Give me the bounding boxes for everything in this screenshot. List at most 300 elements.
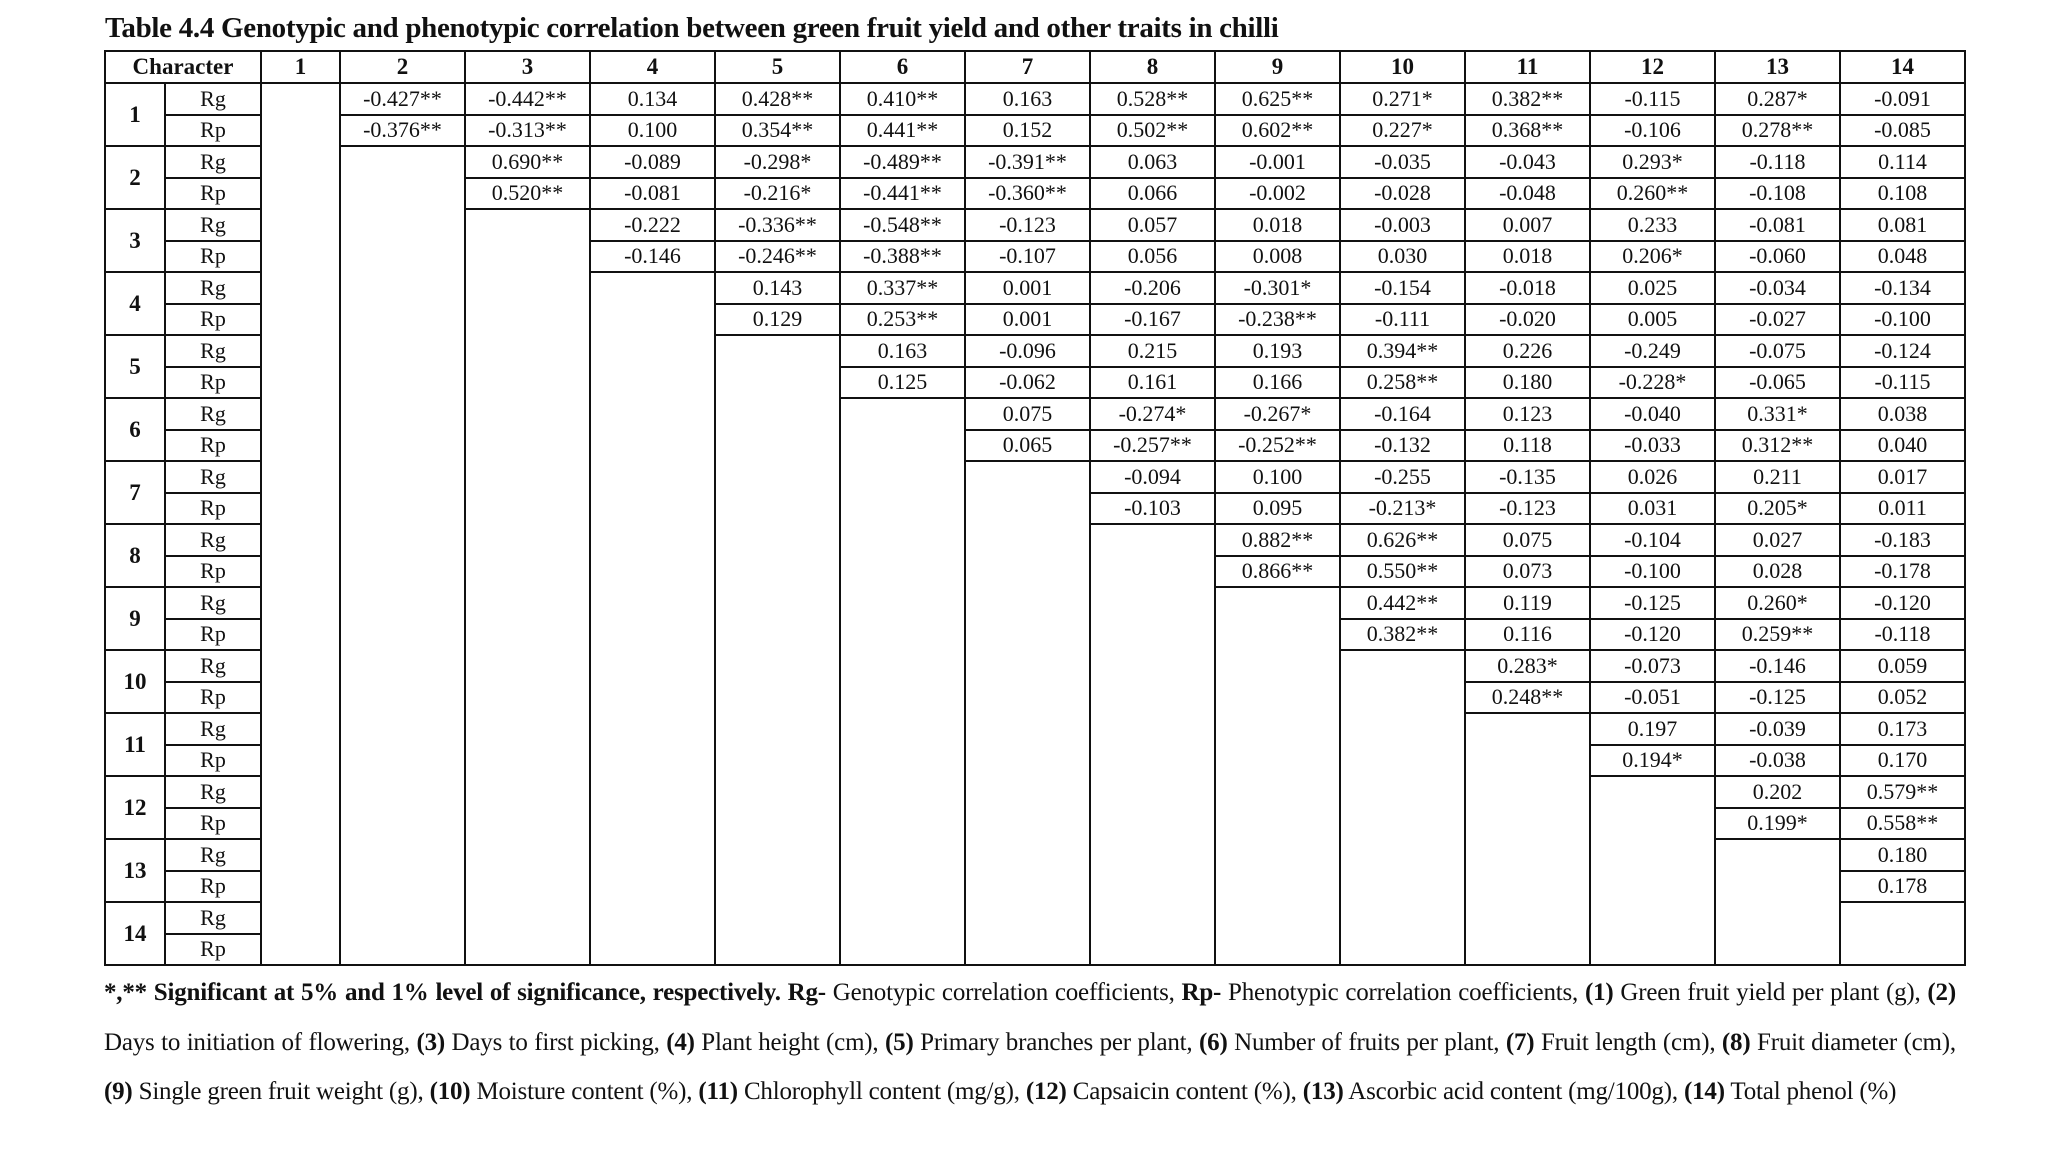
correlation-value: -0.003	[1340, 209, 1465, 241]
correlation-value: 0.007	[1465, 209, 1590, 241]
row-character-number: 4	[105, 272, 165, 335]
correlation-value: -0.085	[1840, 115, 1965, 147]
empty-cell	[1465, 871, 1590, 903]
empty-cell	[465, 682, 590, 714]
empty-cell	[340, 430, 465, 462]
correlation-value: 0.125	[840, 367, 965, 399]
empty-cell	[1590, 902, 1715, 934]
empty-cell	[465, 556, 590, 588]
empty-cell	[340, 146, 465, 178]
correlation-value: -0.167	[1090, 304, 1215, 336]
correlation-value: -0.002	[1215, 178, 1340, 210]
empty-cell	[1215, 839, 1340, 871]
empty-cell	[840, 493, 965, 525]
header-character: Character	[105, 51, 261, 83]
empty-cell	[1215, 650, 1340, 682]
empty-cell	[715, 650, 840, 682]
correlation-value: 0.170	[1840, 745, 1965, 777]
correlation-value: 0.202	[1715, 776, 1840, 808]
empty-cell	[715, 398, 840, 430]
empty-cell	[715, 587, 840, 619]
header-col-5: 5	[715, 51, 840, 83]
empty-cell	[1090, 713, 1215, 745]
table-row	[105, 335, 1965, 367]
correlation-value: 0.882**	[1215, 524, 1340, 556]
empty-cell	[1340, 682, 1465, 714]
empty-cell	[1340, 902, 1465, 934]
empty-cell	[1465, 776, 1590, 808]
correlation-value: 0.258**	[1340, 367, 1465, 399]
empty-cell	[1840, 934, 1965, 966]
empty-cell	[590, 272, 715, 304]
empty-cell	[261, 115, 340, 147]
empty-cell	[1590, 776, 1715, 808]
correlation-value: 0.520**	[465, 178, 590, 210]
empty-cell	[715, 839, 840, 871]
empty-cell	[261, 430, 340, 462]
empty-cell	[261, 619, 340, 651]
correlation-value: 0.030	[1340, 241, 1465, 273]
empty-cell	[261, 745, 340, 777]
header-col-13: 13	[1715, 51, 1840, 83]
empty-cell	[1090, 839, 1215, 871]
correlation-value: 0.293*	[1590, 146, 1715, 178]
correlation-value: -0.154	[1340, 272, 1465, 304]
empty-cell	[340, 808, 465, 840]
table-row	[105, 587, 1965, 619]
correlation-value: -0.089	[590, 146, 715, 178]
empty-cell	[965, 713, 1090, 745]
empty-cell	[261, 83, 340, 115]
correlation-value: -0.301*	[1215, 272, 1340, 304]
correlation-value: 0.394**	[1340, 335, 1465, 367]
correlation-value: 0.428**	[715, 83, 840, 115]
correlation-value: 0.075	[965, 398, 1090, 430]
empty-cell	[340, 839, 465, 871]
correlation-value: -0.222	[590, 209, 715, 241]
correlation-value: 0.410**	[840, 83, 965, 115]
empty-cell	[1090, 808, 1215, 840]
empty-cell	[590, 776, 715, 808]
empty-cell	[590, 745, 715, 777]
row-character-number: 6	[105, 398, 165, 461]
trait-number: (4)	[666, 1028, 695, 1056]
empty-cell	[715, 493, 840, 525]
trait-number: (8)	[1721, 1028, 1751, 1056]
correlation-value: 0.226	[1465, 335, 1590, 367]
empty-cell	[1090, 776, 1215, 808]
table-header-row	[105, 51, 1965, 83]
table-row	[105, 808, 1965, 840]
empty-cell	[261, 272, 340, 304]
correlation-value: -0.132	[1340, 430, 1465, 462]
empty-cell	[465, 713, 590, 745]
empty-cell	[965, 682, 1090, 714]
empty-cell	[715, 335, 840, 367]
empty-cell	[340, 209, 465, 241]
empty-cell	[1090, 871, 1215, 903]
trait-name: Primary branches per plant,	[913, 1028, 1200, 1056]
empty-cell	[1215, 619, 1340, 651]
empty-cell	[1465, 934, 1590, 966]
table-row	[105, 493, 1965, 525]
header-col-2: 2	[340, 51, 465, 83]
correlation-value: 0.017	[1840, 461, 1965, 493]
correlation-value: -0.146	[1715, 650, 1840, 682]
empty-cell	[340, 682, 465, 714]
empty-cell	[715, 461, 840, 493]
row-character-number: 5	[105, 335, 165, 398]
empty-cell	[261, 587, 340, 619]
empty-cell	[340, 461, 465, 493]
correlation-value: 0.194*	[1590, 745, 1715, 777]
empty-cell	[261, 682, 340, 714]
correlation-value: -0.111	[1340, 304, 1465, 336]
header-col-6: 6	[840, 51, 965, 83]
rp-label-cell: Rp	[165, 934, 261, 966]
correlation-value: -0.246**	[715, 241, 840, 273]
empty-cell	[1090, 682, 1215, 714]
correlation-value: -0.213*	[1340, 493, 1465, 525]
empty-cell	[261, 209, 340, 241]
trait-name: Days to first picking,	[445, 1028, 667, 1056]
correlation-value: 0.008	[1215, 241, 1340, 273]
trait-name: Moisture content (%),	[470, 1078, 699, 1105]
footnote-rp-text: Phenotypic correlation coefficients,	[1221, 979, 1585, 1006]
correlation-value: 0.163	[965, 83, 1090, 115]
empty-cell	[1340, 808, 1465, 840]
empty-cell	[261, 335, 340, 367]
correlation-value: 0.040	[1840, 430, 1965, 462]
correlation-value: -0.065	[1715, 367, 1840, 399]
empty-cell	[261, 934, 340, 966]
empty-cell	[1090, 524, 1215, 556]
empty-cell	[715, 713, 840, 745]
row-character-number: 1	[105, 83, 165, 146]
table-row	[105, 556, 1965, 588]
correlation-value: 0.354**	[715, 115, 840, 147]
row-character-number: 2	[105, 146, 165, 209]
trait-name: Capsaicin content (%),	[1066, 1078, 1303, 1105]
correlation-value: 0.205*	[1715, 493, 1840, 525]
correlation-value: 0.081	[1840, 209, 1965, 241]
empty-cell	[1340, 713, 1465, 745]
correlation-value: -0.548**	[840, 209, 965, 241]
header-col-7: 7	[965, 51, 1090, 83]
correlation-value: -0.035	[1340, 146, 1465, 178]
rg-label-cell: Rg	[165, 713, 261, 745]
table-row	[105, 398, 1965, 430]
correlation-value: -0.183	[1840, 524, 1965, 556]
empty-cell	[590, 902, 715, 934]
empty-cell	[965, 871, 1090, 903]
empty-cell	[1090, 556, 1215, 588]
empty-cell	[590, 367, 715, 399]
correlation-value: 0.075	[1465, 524, 1590, 556]
correlation-value: 0.095	[1215, 493, 1340, 525]
empty-cell	[465, 650, 590, 682]
correlation-value: 0.134	[590, 83, 715, 115]
footnote-rg-text: Genotypic correlation coefficients,	[825, 979, 1182, 1006]
empty-cell	[465, 619, 590, 651]
rp-label-cell: Rp	[165, 493, 261, 525]
correlation-value: 0.166	[1215, 367, 1340, 399]
empty-cell	[1340, 934, 1465, 966]
empty-cell	[715, 871, 840, 903]
correlation-value: -0.118	[1715, 146, 1840, 178]
empty-cell	[1090, 934, 1215, 966]
empty-cell	[465, 745, 590, 777]
empty-cell	[590, 808, 715, 840]
correlation-value: -0.100	[1840, 304, 1965, 336]
empty-cell	[465, 808, 590, 840]
empty-cell	[1715, 871, 1840, 903]
correlation-value: 0.502**	[1090, 115, 1215, 147]
empty-cell	[465, 335, 590, 367]
empty-cell	[715, 808, 840, 840]
correlation-value: 0.579**	[1840, 776, 1965, 808]
correlation-value: -0.040	[1590, 398, 1715, 430]
empty-cell	[840, 619, 965, 651]
correlation-value: -0.123	[965, 209, 1090, 241]
rp-label-cell: Rp	[165, 619, 261, 651]
correlation-value: -0.104	[1590, 524, 1715, 556]
empty-cell	[590, 304, 715, 336]
empty-cell	[590, 461, 715, 493]
empty-cell	[1590, 934, 1715, 966]
correlation-value: 0.271*	[1340, 83, 1465, 115]
empty-cell	[1215, 745, 1340, 777]
correlation-value: 0.118	[1465, 430, 1590, 462]
rg-label-cell: Rg	[165, 209, 261, 241]
correlation-value: 0.018	[1215, 209, 1340, 241]
correlation-value: -0.125	[1590, 587, 1715, 619]
empty-cell	[965, 524, 1090, 556]
table-row	[105, 115, 1965, 147]
table-row	[105, 776, 1965, 808]
correlation-value: -0.018	[1465, 272, 1590, 304]
empty-cell	[1590, 839, 1715, 871]
trait-number: (1)	[1584, 979, 1614, 1006]
empty-cell	[261, 902, 340, 934]
correlation-value: 0.108	[1840, 178, 1965, 210]
correlation-value: -0.103	[1090, 493, 1215, 525]
empty-cell	[1215, 934, 1340, 966]
correlation-value: -0.118	[1840, 619, 1965, 651]
empty-cell	[1590, 808, 1715, 840]
empty-cell	[261, 146, 340, 178]
empty-cell	[590, 713, 715, 745]
empty-cell	[590, 524, 715, 556]
correlation-value: 0.173	[1840, 713, 1965, 745]
correlation-value: -0.298*	[715, 146, 840, 178]
empty-cell	[590, 619, 715, 651]
empty-cell	[840, 430, 965, 462]
empty-cell	[1715, 839, 1840, 871]
correlation-value: 0.260**	[1590, 178, 1715, 210]
empty-cell	[340, 398, 465, 430]
correlation-value: 0.026	[1590, 461, 1715, 493]
rg-label-cell: Rg	[165, 902, 261, 934]
empty-cell	[465, 367, 590, 399]
row-character-number: 13	[105, 839, 165, 902]
correlation-value: 0.180	[1840, 839, 1965, 871]
correlation-value: -0.039	[1715, 713, 1840, 745]
trait-name: Single green fruit weight (g),	[132, 1078, 430, 1105]
empty-cell	[1090, 587, 1215, 619]
empty-cell	[1340, 745, 1465, 777]
trait-number: (13)	[1302, 1078, 1344, 1105]
correlation-value: -0.075	[1715, 335, 1840, 367]
correlation-value: -0.123	[1465, 493, 1590, 525]
empty-cell	[465, 209, 590, 241]
empty-cell	[715, 682, 840, 714]
trait-name: Fruit length (cm),	[1534, 1028, 1722, 1056]
correlation-value: -0.146	[590, 241, 715, 273]
empty-cell	[340, 493, 465, 525]
empty-cell	[465, 304, 590, 336]
rg-label-cell: Rg	[165, 650, 261, 682]
correlation-value: 0.866**	[1215, 556, 1340, 588]
correlation-value: -0.238**	[1215, 304, 1340, 336]
correlation-value: -0.228*	[1590, 367, 1715, 399]
correlation-value: 0.161	[1090, 367, 1215, 399]
footnote-significance: *,** Significant at 5% and 1% level of significance, respectively.	[104, 979, 781, 1006]
table-row	[105, 934, 1965, 966]
empty-cell	[590, 493, 715, 525]
table-row	[105, 304, 1965, 336]
empty-cell	[261, 461, 340, 493]
header-col-11: 11	[1465, 51, 1590, 83]
correlation-value: 0.152	[965, 115, 1090, 147]
empty-cell	[840, 650, 965, 682]
table-row	[105, 209, 1965, 241]
trait-number: (6)	[1199, 1028, 1228, 1056]
empty-cell	[1090, 902, 1215, 934]
empty-cell	[465, 272, 590, 304]
correlation-value: -0.124	[1840, 335, 1965, 367]
empty-cell	[1340, 871, 1465, 903]
header-col-10: 10	[1340, 51, 1465, 83]
empty-cell	[840, 808, 965, 840]
correlation-value: 0.283*	[1465, 650, 1590, 682]
correlation-value: 0.442**	[1340, 587, 1465, 619]
row-character-number: 7	[105, 461, 165, 524]
correlation-value: 0.059	[1840, 650, 1965, 682]
empty-cell	[715, 367, 840, 399]
correlation-value: -0.135	[1465, 461, 1590, 493]
correlation-value: 0.100	[590, 115, 715, 147]
empty-cell	[1215, 713, 1340, 745]
rp-label-cell: Rp	[165, 556, 261, 588]
correlation-value: 0.052	[1840, 682, 1965, 714]
empty-cell	[840, 524, 965, 556]
correlation-value: -0.034	[1715, 272, 1840, 304]
row-character-number: 14	[105, 902, 165, 965]
empty-cell	[715, 776, 840, 808]
empty-cell	[840, 839, 965, 871]
rp-label-cell: Rp	[165, 115, 261, 147]
correlation-value: -0.094	[1090, 461, 1215, 493]
correlation-value: 0.066	[1090, 178, 1215, 210]
correlation-value: 0.550**	[1340, 556, 1465, 588]
correlation-value: 0.690**	[465, 146, 590, 178]
correlation-value: 0.193	[1215, 335, 1340, 367]
correlation-value: -0.060	[1715, 241, 1840, 273]
correlation-value: -0.274*	[1090, 398, 1215, 430]
footnote-rp-label: Rp-	[1181, 979, 1222, 1006]
table-row	[105, 461, 1965, 493]
correlation-value: 0.018	[1465, 241, 1590, 273]
rg-label-cell: Rg	[165, 839, 261, 871]
trait-name: Total phenol (%)	[1724, 1078, 1897, 1105]
empty-cell	[590, 682, 715, 714]
empty-cell	[1090, 745, 1215, 777]
empty-cell	[965, 493, 1090, 525]
correlation-value: 0.206*	[1590, 241, 1715, 273]
empty-cell	[340, 745, 465, 777]
table-row	[105, 713, 1965, 745]
empty-cell	[340, 304, 465, 336]
empty-cell	[261, 493, 340, 525]
rg-label-cell: Rg	[165, 461, 261, 493]
correlation-table	[104, 50, 1966, 966]
correlation-value: 0.287*	[1715, 83, 1840, 115]
footnote-rg-label: Rg-	[787, 979, 826, 1006]
correlation-value: 0.123	[1465, 398, 1590, 430]
correlation-value: -0.062	[965, 367, 1090, 399]
header-col-12: 12	[1590, 51, 1715, 83]
empty-cell	[715, 430, 840, 462]
empty-cell	[1215, 776, 1340, 808]
table-row	[105, 650, 1965, 682]
correlation-value: 0.119	[1465, 587, 1590, 619]
empty-cell	[340, 272, 465, 304]
empty-cell	[715, 619, 840, 651]
empty-cell	[1090, 650, 1215, 682]
empty-cell	[590, 650, 715, 682]
empty-cell	[590, 871, 715, 903]
empty-cell	[465, 398, 590, 430]
header-col-9: 9	[1215, 51, 1340, 83]
empty-cell	[840, 902, 965, 934]
correlation-value: 0.129	[715, 304, 840, 336]
empty-cell	[965, 934, 1090, 966]
header-col-1: 1	[261, 51, 340, 83]
rg-label-cell: Rg	[165, 524, 261, 556]
empty-cell	[840, 587, 965, 619]
correlation-value: -0.120	[1590, 619, 1715, 651]
correlation-value: -0.391**	[965, 146, 1090, 178]
empty-cell	[340, 178, 465, 210]
empty-cell	[261, 241, 340, 273]
table-row	[105, 83, 1965, 115]
correlation-value: -0.427**	[340, 83, 465, 115]
correlation-value: -0.257**	[1090, 430, 1215, 462]
empty-cell	[340, 713, 465, 745]
empty-cell	[840, 461, 965, 493]
trait-number: (11)	[698, 1078, 738, 1105]
table-body	[105, 83, 1965, 965]
correlation-value: 0.038	[1840, 398, 1965, 430]
rg-label-cell: Rg	[165, 335, 261, 367]
correlation-value: 0.602**	[1215, 115, 1340, 147]
empty-cell	[590, 556, 715, 588]
correlation-value: -0.100	[1590, 556, 1715, 588]
row-character-number: 12	[105, 776, 165, 839]
empty-cell	[261, 304, 340, 336]
empty-cell	[715, 556, 840, 588]
